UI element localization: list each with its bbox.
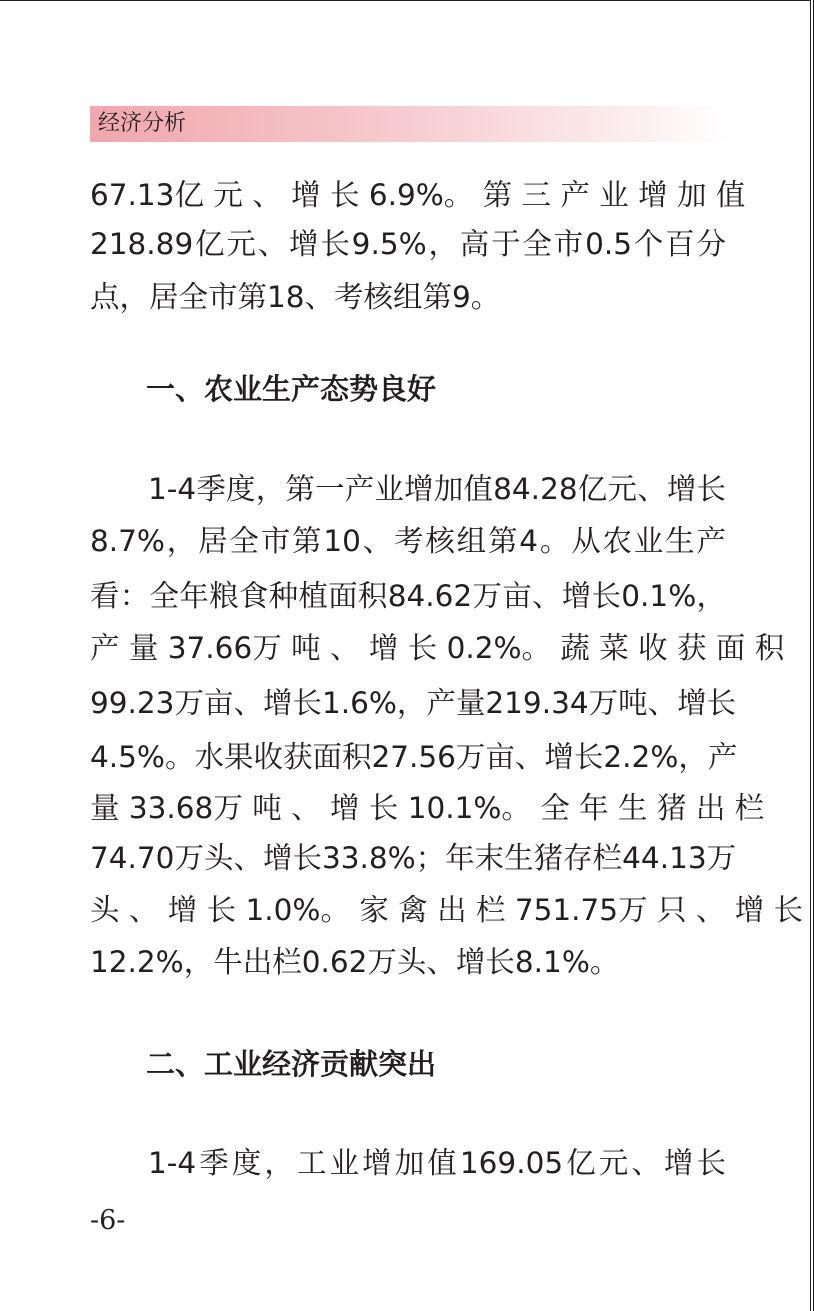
text-line: 12.2%，牛出栏0.62万头、增长8.1%。 [90, 945, 620, 979]
text-line: 67.13亿 元 、 增 长 6.9%。 第 三 产 业 增 加 值 [90, 178, 746, 212]
text-line: 8.7%，居全市第10、考核组第4。从农业生产 [90, 524, 726, 558]
section-heading-agriculture: 一、农业生产态势良好 [146, 372, 437, 406]
section-heading-industry: 二、工业经济贡献突出 [146, 1047, 437, 1081]
text-line: 看：全年粮食种植面积84.62万亩、增长0.1%， [90, 579, 726, 613]
text-line: 4.5%。水果收获面积27.56万亩、增长2.2%，产 [90, 740, 738, 774]
text-line: 头 、 增 长 1.0%。 家 禽 出 栏 751.75万 只 、 增 长 [90, 893, 804, 927]
section-title: 经济分析 [98, 111, 187, 136]
page-top-border [0, 0, 811, 1]
text-line: 1-4季度，第一产业增加值84.28亿元、增长 [148, 472, 726, 506]
page-right-border [810, 0, 811, 1311]
text-line: 点，居全市第18、考核组第9。 [90, 280, 501, 314]
text-line: 99.23万亩、增长1.6%，产量219.34万吨、增长 [90, 686, 737, 720]
text-line: 74.70万头、增长33.8%；年末生猪存栏44.13万 [90, 841, 737, 875]
text-line: 218.89亿元、增长9.5%，高于全市0.5个百分 [90, 227, 726, 261]
section-header-band [90, 106, 730, 142]
text-line: 产 量 37.66万 吨 、 增 长 0.2%。 蔬 菜 收 获 面 积 [90, 631, 785, 665]
text-line: 1-4季度，工业增加值169.05亿元、增长 [148, 1146, 726, 1180]
page-number: -6- [90, 1205, 126, 1236]
text-line: 量 33.68万 吨 、 增 长 10.1%。 全 年 生 猪 出 栏 [90, 791, 765, 825]
